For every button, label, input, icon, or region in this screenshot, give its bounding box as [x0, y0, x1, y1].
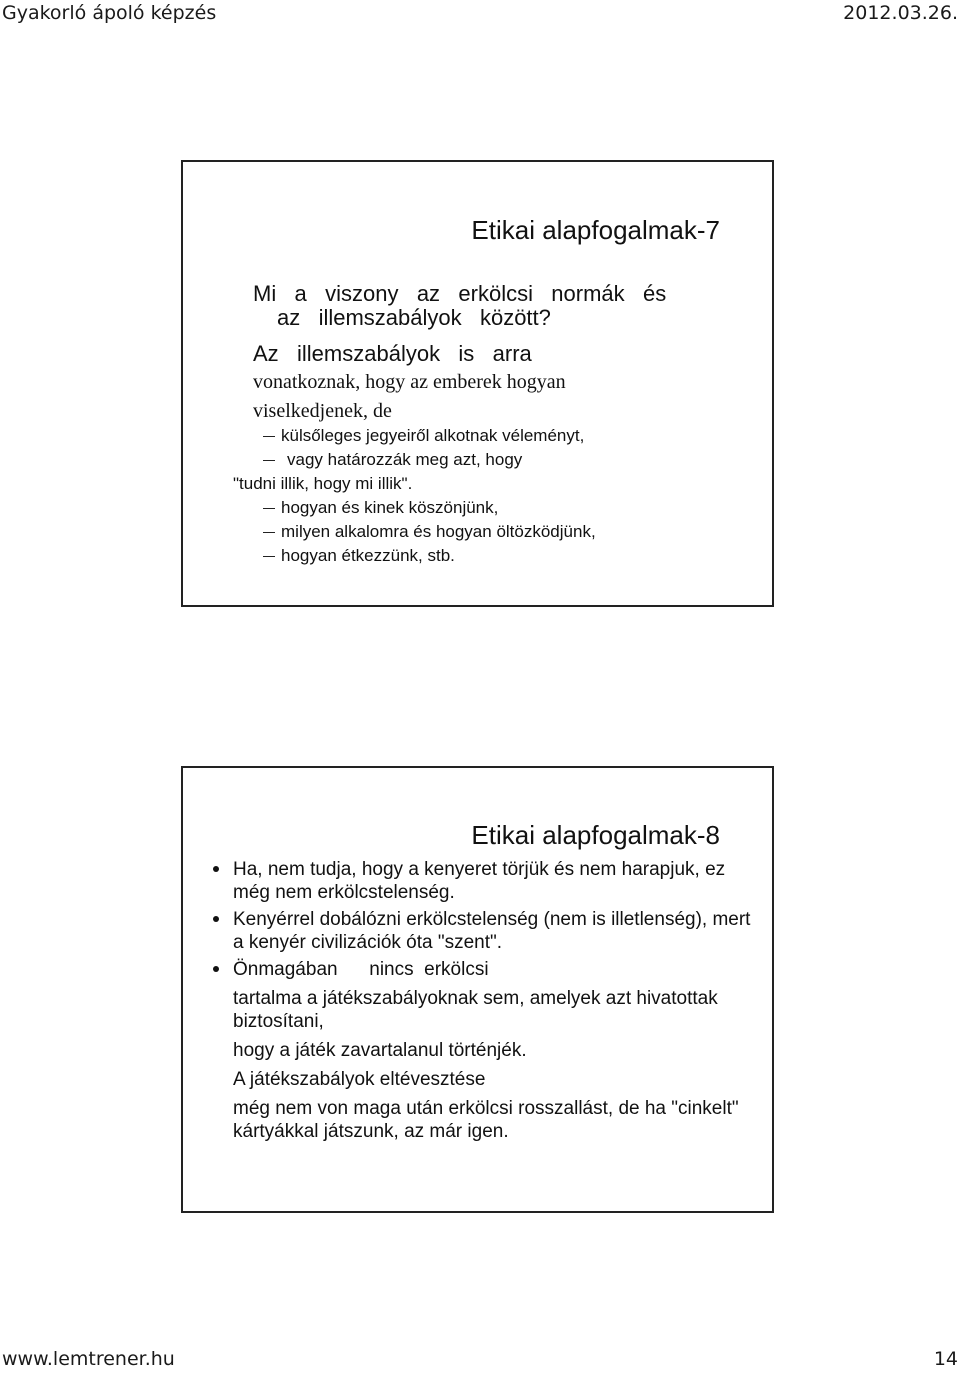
- slide-title: Etikai alapfogalmak-8: [471, 820, 720, 850]
- question: [253, 282, 666, 330]
- page-footer: [0, 1346, 960, 1376]
- question-line: az illemszabályok között?: [277, 305, 551, 330]
- bullet-item: Ha, nem tudja, hogy a kenyeret törjük és nem harapjuk, ez még nem erkölcstelenség.: [213, 858, 753, 904]
- footer-url: www.lemtrener.hu: [2, 1348, 175, 1370]
- page-header: [0, 0, 960, 30]
- bullet-list: [213, 858, 753, 1143]
- lead-line: Az illemszabályok is arra: [253, 341, 532, 366]
- header-date: 2012.03.26.: [843, 2, 958, 24]
- body-text: [253, 339, 566, 426]
- bullet-item: Önmagában nincs erkölcsi: [213, 958, 753, 981]
- paragraph: még nem von maga után erkölcsi rosszallást, de ha "cinkelt" kártyákkal játszunk, az már igen.: [233, 1098, 739, 1142]
- page-number: 14: [933, 1348, 958, 1370]
- dash-item: hogyan étkezzünk, stb.: [281, 544, 596, 568]
- paragraph: A játékszabályok eltévesztése: [233, 1069, 486, 1090]
- slide-title: Etikai alapfogalmak-7: [471, 215, 720, 245]
- slide-1: [181, 160, 774, 607]
- body-line: vonatkoznak, hogy az emberek hogyan: [253, 371, 566, 393]
- dash-item-continuation: "tudni illik, hogy mi illik".: [233, 474, 413, 493]
- dash-item: hogyan és kinek köszönjünk,: [281, 496, 596, 520]
- bullet-item: Kenyérrel dobálózni erkölcstelenség (nem is illetlenség), mert a kenyér civilizációk óta "szent".: [213, 908, 753, 954]
- dash-item: külsőleges jegyeiről alkotnak véleményt,: [281, 424, 596, 448]
- header-title: Gyakorló ápoló képzés: [2, 2, 217, 24]
- paragraph: tartalma a játékszabályoknak sem, amelyek azt hivatottak biztosítani,: [233, 988, 718, 1032]
- body-line: viselkedjenek, de: [253, 400, 392, 422]
- dash-list: [233, 424, 596, 568]
- paragraph: hogy a játék zavartalanul történjék.: [233, 1040, 527, 1061]
- dash-item: vagy határozzák meg azt, hogy: [281, 448, 596, 472]
- dash-item: milyen alkalomra és hogyan öltözködjünk,: [281, 520, 596, 544]
- slide-2: [181, 766, 774, 1213]
- question-line: Mi a viszony az erkölcsi normák és: [253, 281, 667, 306]
